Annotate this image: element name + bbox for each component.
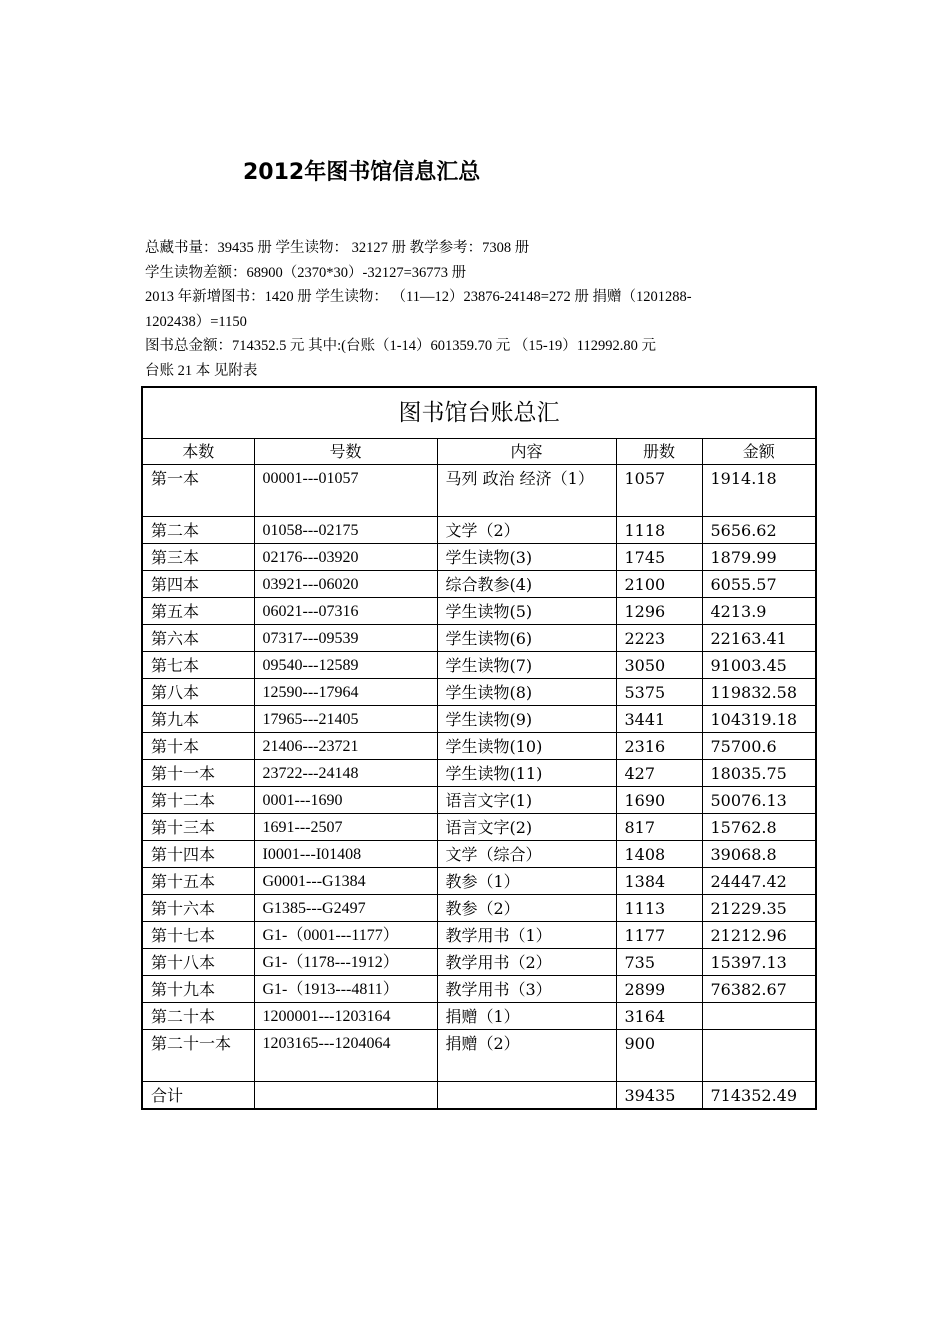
document-title: 2012年图书馆信息汇总: [243, 160, 481, 185]
cell-content: 文学（综合）: [437, 841, 616, 868]
header-count: 册数: [616, 439, 702, 465]
cell-volume: 第十七本: [142, 922, 254, 949]
cell-content: 学生读物(8): [437, 679, 616, 706]
cell-content: 教学用书（2）: [437, 949, 616, 976]
cell-number-range: 02176---03920: [254, 544, 437, 571]
cell-content: 语言文字(2): [437, 814, 616, 841]
table-row: [142, 1003, 816, 1030]
cell-amount: 21229.35: [702, 895, 816, 922]
table-row: [142, 679, 816, 706]
cell-amount: 6055.57: [702, 571, 816, 598]
cell-count: 1296: [616, 598, 702, 625]
cell-count: 1690: [616, 787, 702, 814]
cell-content: 教参（1）: [437, 868, 616, 895]
cell-content: 学生读物(3): [437, 544, 616, 571]
cell-count: 427: [616, 760, 702, 787]
cell-volume: 第十五本: [142, 868, 254, 895]
cell-content: 学生读物(10): [437, 733, 616, 760]
cell-volume: 第二十本: [142, 1003, 254, 1030]
ledger-body: [142, 465, 816, 1110]
cell-number-range: 03921---06020: [254, 571, 437, 598]
cell-amount: 39068.8: [702, 841, 816, 868]
cell-count: 3441: [616, 706, 702, 733]
cell-amount: 18035.75: [702, 760, 816, 787]
table-row: [142, 841, 816, 868]
cell-amount: 22163.41: [702, 625, 816, 652]
header-content: 内容: [437, 439, 616, 465]
cell-number-range: G1-（0001---1177）: [254, 922, 437, 949]
cell-count: 1118: [616, 517, 702, 544]
cell-number-range: 07317---09539: [254, 625, 437, 652]
table-row: [142, 544, 816, 571]
cell-content: [437, 1082, 616, 1110]
cell-number-range: G1-（1913---4811）: [254, 976, 437, 1003]
cell-count: 900: [616, 1030, 702, 1082]
cell-number-range: G1385---G2497: [254, 895, 437, 922]
cell-count: 2316: [616, 733, 702, 760]
cell-number-range: 06021---07316: [254, 598, 437, 625]
cell-content: 教学用书（1）: [437, 922, 616, 949]
cell-content: 综合教参(4): [437, 571, 616, 598]
cell-count: 2223: [616, 625, 702, 652]
table-row: [142, 949, 816, 976]
table-row: [142, 895, 816, 922]
cell-amount: 24447.42: [702, 868, 816, 895]
cell-content: 教学用书（3）: [437, 976, 616, 1003]
cell-volume: 第七本: [142, 652, 254, 679]
ledger-table: [141, 386, 817, 1110]
header-amount: 金额: [702, 439, 816, 465]
cell-count: 2899: [616, 976, 702, 1003]
cell-count: 1057: [616, 465, 702, 517]
cell-count: 1745: [616, 544, 702, 571]
table-row: [142, 598, 816, 625]
cell-count: 817: [616, 814, 702, 841]
cell-count: 39435: [616, 1082, 702, 1110]
cell-number-range: 01058---02175: [254, 517, 437, 544]
cell-count: 735: [616, 949, 702, 976]
cell-volume: 第十二本: [142, 787, 254, 814]
cell-number-range: I0001---I01408: [254, 841, 437, 868]
cell-volume: 第十四本: [142, 841, 254, 868]
summary-info: [145, 236, 825, 383]
cell-count: 1177: [616, 922, 702, 949]
header-number-range: 号数: [254, 439, 437, 465]
cell-number-range: 17965---21405: [254, 706, 437, 733]
table-row: [142, 517, 816, 544]
table-row: [142, 625, 816, 652]
info-line-total-amount: 图书总金额：714352.5 元 其中:(台账（1-14）601359.70 元 （15-19）112992.80 元: [145, 338, 656, 354]
cell-volume: 合计: [142, 1082, 254, 1110]
cell-content: 马列 政治 经济（1）: [437, 465, 616, 517]
cell-volume: 第九本: [142, 706, 254, 733]
header-volume: 本数: [142, 439, 254, 465]
table-row: [142, 814, 816, 841]
cell-volume: 第十八本: [142, 949, 254, 976]
cell-volume: 第三本: [142, 544, 254, 571]
cell-number-range: 09540---12589: [254, 652, 437, 679]
ledger-header-row: [142, 439, 816, 465]
table-row: [142, 868, 816, 895]
cell-count: 2100: [616, 571, 702, 598]
cell-volume: 第十六本: [142, 895, 254, 922]
cell-volume: 第二十一本: [142, 1030, 254, 1082]
cell-count: 1408: [616, 841, 702, 868]
cell-amount: 1914.18: [702, 465, 816, 517]
cell-volume: 第一本: [142, 465, 254, 517]
cell-number-range: 23722---24148: [254, 760, 437, 787]
table-row: [142, 706, 816, 733]
cell-number-range: 1200001---1203164: [254, 1003, 437, 1030]
table-row: [142, 760, 816, 787]
cell-amount: 104319.18: [702, 706, 816, 733]
cell-number-range: 21406---23721: [254, 733, 437, 760]
cell-volume: 第五本: [142, 598, 254, 625]
table-row: [142, 787, 816, 814]
cell-amount: 50076.13: [702, 787, 816, 814]
cell-volume: 第八本: [142, 679, 254, 706]
cell-amount: 714352.49: [702, 1082, 816, 1110]
info-line-new-books: 2013 年新增图书：1420 册 学生读物： （11—12）23876-24148=272 册 捐赠（1201288-: [145, 289, 692, 305]
cell-amount: 21212.96: [702, 922, 816, 949]
cell-number-range: G0001---G1384: [254, 868, 437, 895]
cell-count: 5375: [616, 679, 702, 706]
cell-amount: 1879.99: [702, 544, 816, 571]
cell-volume: 第四本: [142, 571, 254, 598]
cell-number-range: 1691---2507: [254, 814, 437, 841]
cell-volume: 第十九本: [142, 976, 254, 1003]
cell-volume: 第十三本: [142, 814, 254, 841]
cell-number-range: 12590---17964: [254, 679, 437, 706]
cell-amount: [702, 1030, 816, 1082]
cell-content: 学生读物(6): [437, 625, 616, 652]
cell-volume: 第六本: [142, 625, 254, 652]
info-line-total-holdings: 总藏书量：39435 册 学生读物： 32127 册 教学参考：7308 册: [145, 240, 530, 256]
cell-amount: 75700.6: [702, 733, 816, 760]
table-row: [142, 733, 816, 760]
cell-amount: 119832.58: [702, 679, 816, 706]
cell-content: 学生读物(11): [437, 760, 616, 787]
cell-content: 学生读物(9): [437, 706, 616, 733]
table-row: [142, 922, 816, 949]
cell-count: 3050: [616, 652, 702, 679]
cell-amount: 91003.45: [702, 652, 816, 679]
cell-count: 1113: [616, 895, 702, 922]
cell-count: 3164: [616, 1003, 702, 1030]
cell-number-range: [254, 1082, 437, 1110]
cell-number-range: G1-（1178---1912）: [254, 949, 437, 976]
table-row: [142, 465, 816, 517]
table-row: [142, 1030, 816, 1082]
cell-content: 学生读物(5): [437, 598, 616, 625]
cell-amount: 15397.13: [702, 949, 816, 976]
cell-count: 1384: [616, 868, 702, 895]
cell-amount: 15762.8: [702, 814, 816, 841]
cell-amount: 4213.9: [702, 598, 816, 625]
table-total-row: [142, 1082, 816, 1110]
cell-number-range: 0001---1690: [254, 787, 437, 814]
cell-number-range: 1203165---1204064: [254, 1030, 437, 1082]
cell-volume: 第十一本: [142, 760, 254, 787]
cell-content: 捐赠（2）: [437, 1030, 616, 1082]
table-row: [142, 976, 816, 1003]
cell-content: 文学（2）: [437, 517, 616, 544]
cell-content: 学生读物(7): [437, 652, 616, 679]
table-row: [142, 652, 816, 679]
cell-volume: 第十本: [142, 733, 254, 760]
cell-amount: 5656.62: [702, 517, 816, 544]
info-line-ledger-note: 台账 21 本 见附表: [145, 362, 258, 379]
cell-content: 捐赠（1）: [437, 1003, 616, 1030]
table-row: [142, 571, 816, 598]
cell-volume: 第二本: [142, 517, 254, 544]
cell-amount: [702, 1003, 816, 1030]
cell-number-range: 00001---01057: [254, 465, 437, 517]
info-line-student-gap: 学生读物差额：68900（2370*30）-32127=36773 册: [145, 264, 467, 281]
cell-amount: 76382.67: [702, 976, 816, 1003]
cell-content: 语言文字(1): [437, 787, 616, 814]
cell-content: 教参（2）: [437, 895, 616, 922]
ledger-title: 图书馆台账总汇: [142, 387, 816, 439]
info-line-new-books-cont: 1202438）=1150: [145, 313, 247, 330]
